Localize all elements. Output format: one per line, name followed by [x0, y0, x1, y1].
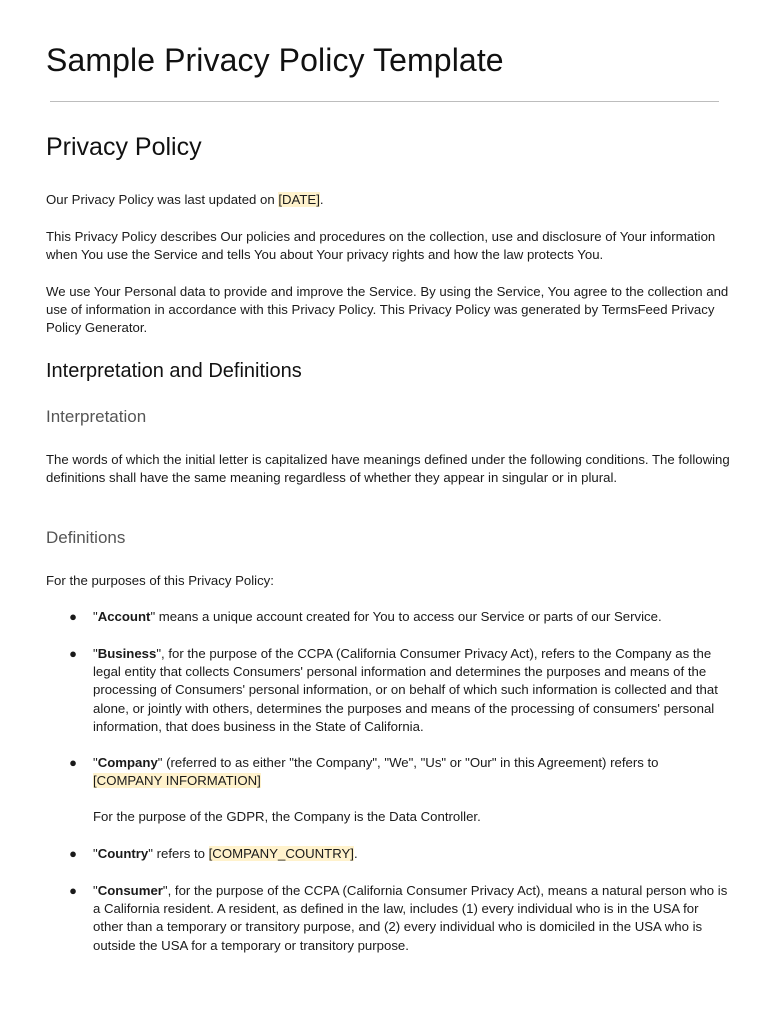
- intro-paragraph-1: This Privacy Policy describes Our policies and procedures on the collection, use and disclosure of Your information when You use the Service and tells You about Your privacy rights and how the law protects You.: [46, 229, 716, 263]
- date-placeholder: [DATE]: [278, 192, 320, 207]
- page-heading: Privacy Policy: [46, 133, 202, 161]
- definition-text: " (referred to as either "the Company", "We", "Us" or "Our" in this Agreement) refers to: [157, 755, 659, 770]
- definition-term: Business: [97, 646, 157, 661]
- last-updated-suffix: .: [319, 192, 324, 207]
- interpretation-heading: Interpretation: [46, 407, 147, 426]
- intro-paragraph-2: We use Your Personal data to provide and improve the Service. By using the Service, You agree to the collection and use of information in accordance with this Privacy Policy. This Privacy Policy was generated by TermsFeed Privacy Policy Generator.: [46, 284, 729, 336]
- bullet-icon: ●: [69, 846, 77, 861]
- company-country-placeholder: [COMPANY_COUNTRY]: [208, 846, 354, 861]
- interpretation-definitions-heading: Interpretation and Definitions: [46, 360, 302, 382]
- definition-country: ● "Country" refers to [COMPANY_COUNTRY].: [93, 845, 731, 863]
- definitions-intro: For the purposes of this Privacy Policy:: [46, 573, 274, 588]
- title-divider: [50, 101, 719, 102]
- definition-text: " means a unique account created for You to access our Service or parts of our Service.: [150, 609, 662, 624]
- definition-text: ", for the purpose of the CCPA (California Consumer Privacy Act), refers to the Company as the legal entity that collects Consumers' personal information and determines the purposes and means of the processing of Consumers' personal information, or on behalf of which such information is collected and that alone, or jointly with others, determines the purposes and means of the processing of consumers' personal information, that does business in the State of California.: [93, 646, 718, 734]
- last-updated-paragraph: [46, 191, 736, 209]
- definition-text: " refers to: [148, 846, 209, 861]
- gdpr-note: For the purpose of the GDPR, the Company is the Data Controller.: [93, 809, 481, 825]
- document-title: Sample Privacy Policy Template: [46, 42, 504, 78]
- definition-text: ", for the purpose of the CCPA (California Consumer Privacy Act), means a natural person who is a California resident. A resident, as defined in the law, includes (1) every individual who is in the USA for other than a temporary or transitory purpose, and (2) every individual who is domiciled in the USA who is outside the USA for a temporary or transitory purpose.: [93, 883, 728, 953]
- definition-business: ● "Business", for the purpose of the CCPA (California Consumer Privacy Act), refers to the Company as the legal entity that collects Consumers' personal information and determines the purposes and means of the processing of Consumers' personal information, or on behalf of which such information is collected and that alone, or jointly with others, determines the purposes and means of the processing of consumers' personal information, that does business in the State of California.: [69, 646, 718, 734]
- definition-term: Account: [97, 609, 151, 624]
- last-updated-prefix: Our Privacy Policy was last updated on: [46, 192, 279, 207]
- bullet-icon: ●: [69, 755, 77, 770]
- bullet-icon: ●: [69, 609, 77, 624]
- definitions-heading: Definitions: [46, 528, 126, 547]
- definition-term: Consumer: [97, 883, 163, 898]
- definition-consumer: ● "Consumer", for the purpose of the CCPA (California Consumer Privacy Act), means a natural person who is a California resident. A resident, as defined in the law, includes (1) every individual who is in the USA for other than a temporary or transitory purpose, and (2) every individual who is domiciled in the USA who is outside the USA for a temporary or transitory purpose.: [69, 883, 728, 953]
- definition-company: ● "Company" (referred to as either "the Company", "We", "Us" or "Our" in this Agreement) refers to [COMPANY INFORMATION] For the purpose of the GDPR, the Company is the Data Controller.: [93, 754, 731, 827]
- definition-term: Country: [97, 846, 149, 861]
- interpretation-paragraph: The words of which the initial letter is capitalized have meanings defined under the following conditions. The following definitions shall have the same meaning regardless of whether they appear in singular or in plural.: [46, 452, 730, 486]
- bullet-icon: ●: [69, 883, 77, 898]
- definition-term: Company: [97, 755, 158, 770]
- company-information-placeholder: [COMPANY INFORMATION]: [93, 773, 261, 789]
- definition-account: ● "Account" means a unique account created for You to access our Service or parts of our Service.: [93, 608, 731, 626]
- bullet-icon: ●: [69, 646, 77, 661]
